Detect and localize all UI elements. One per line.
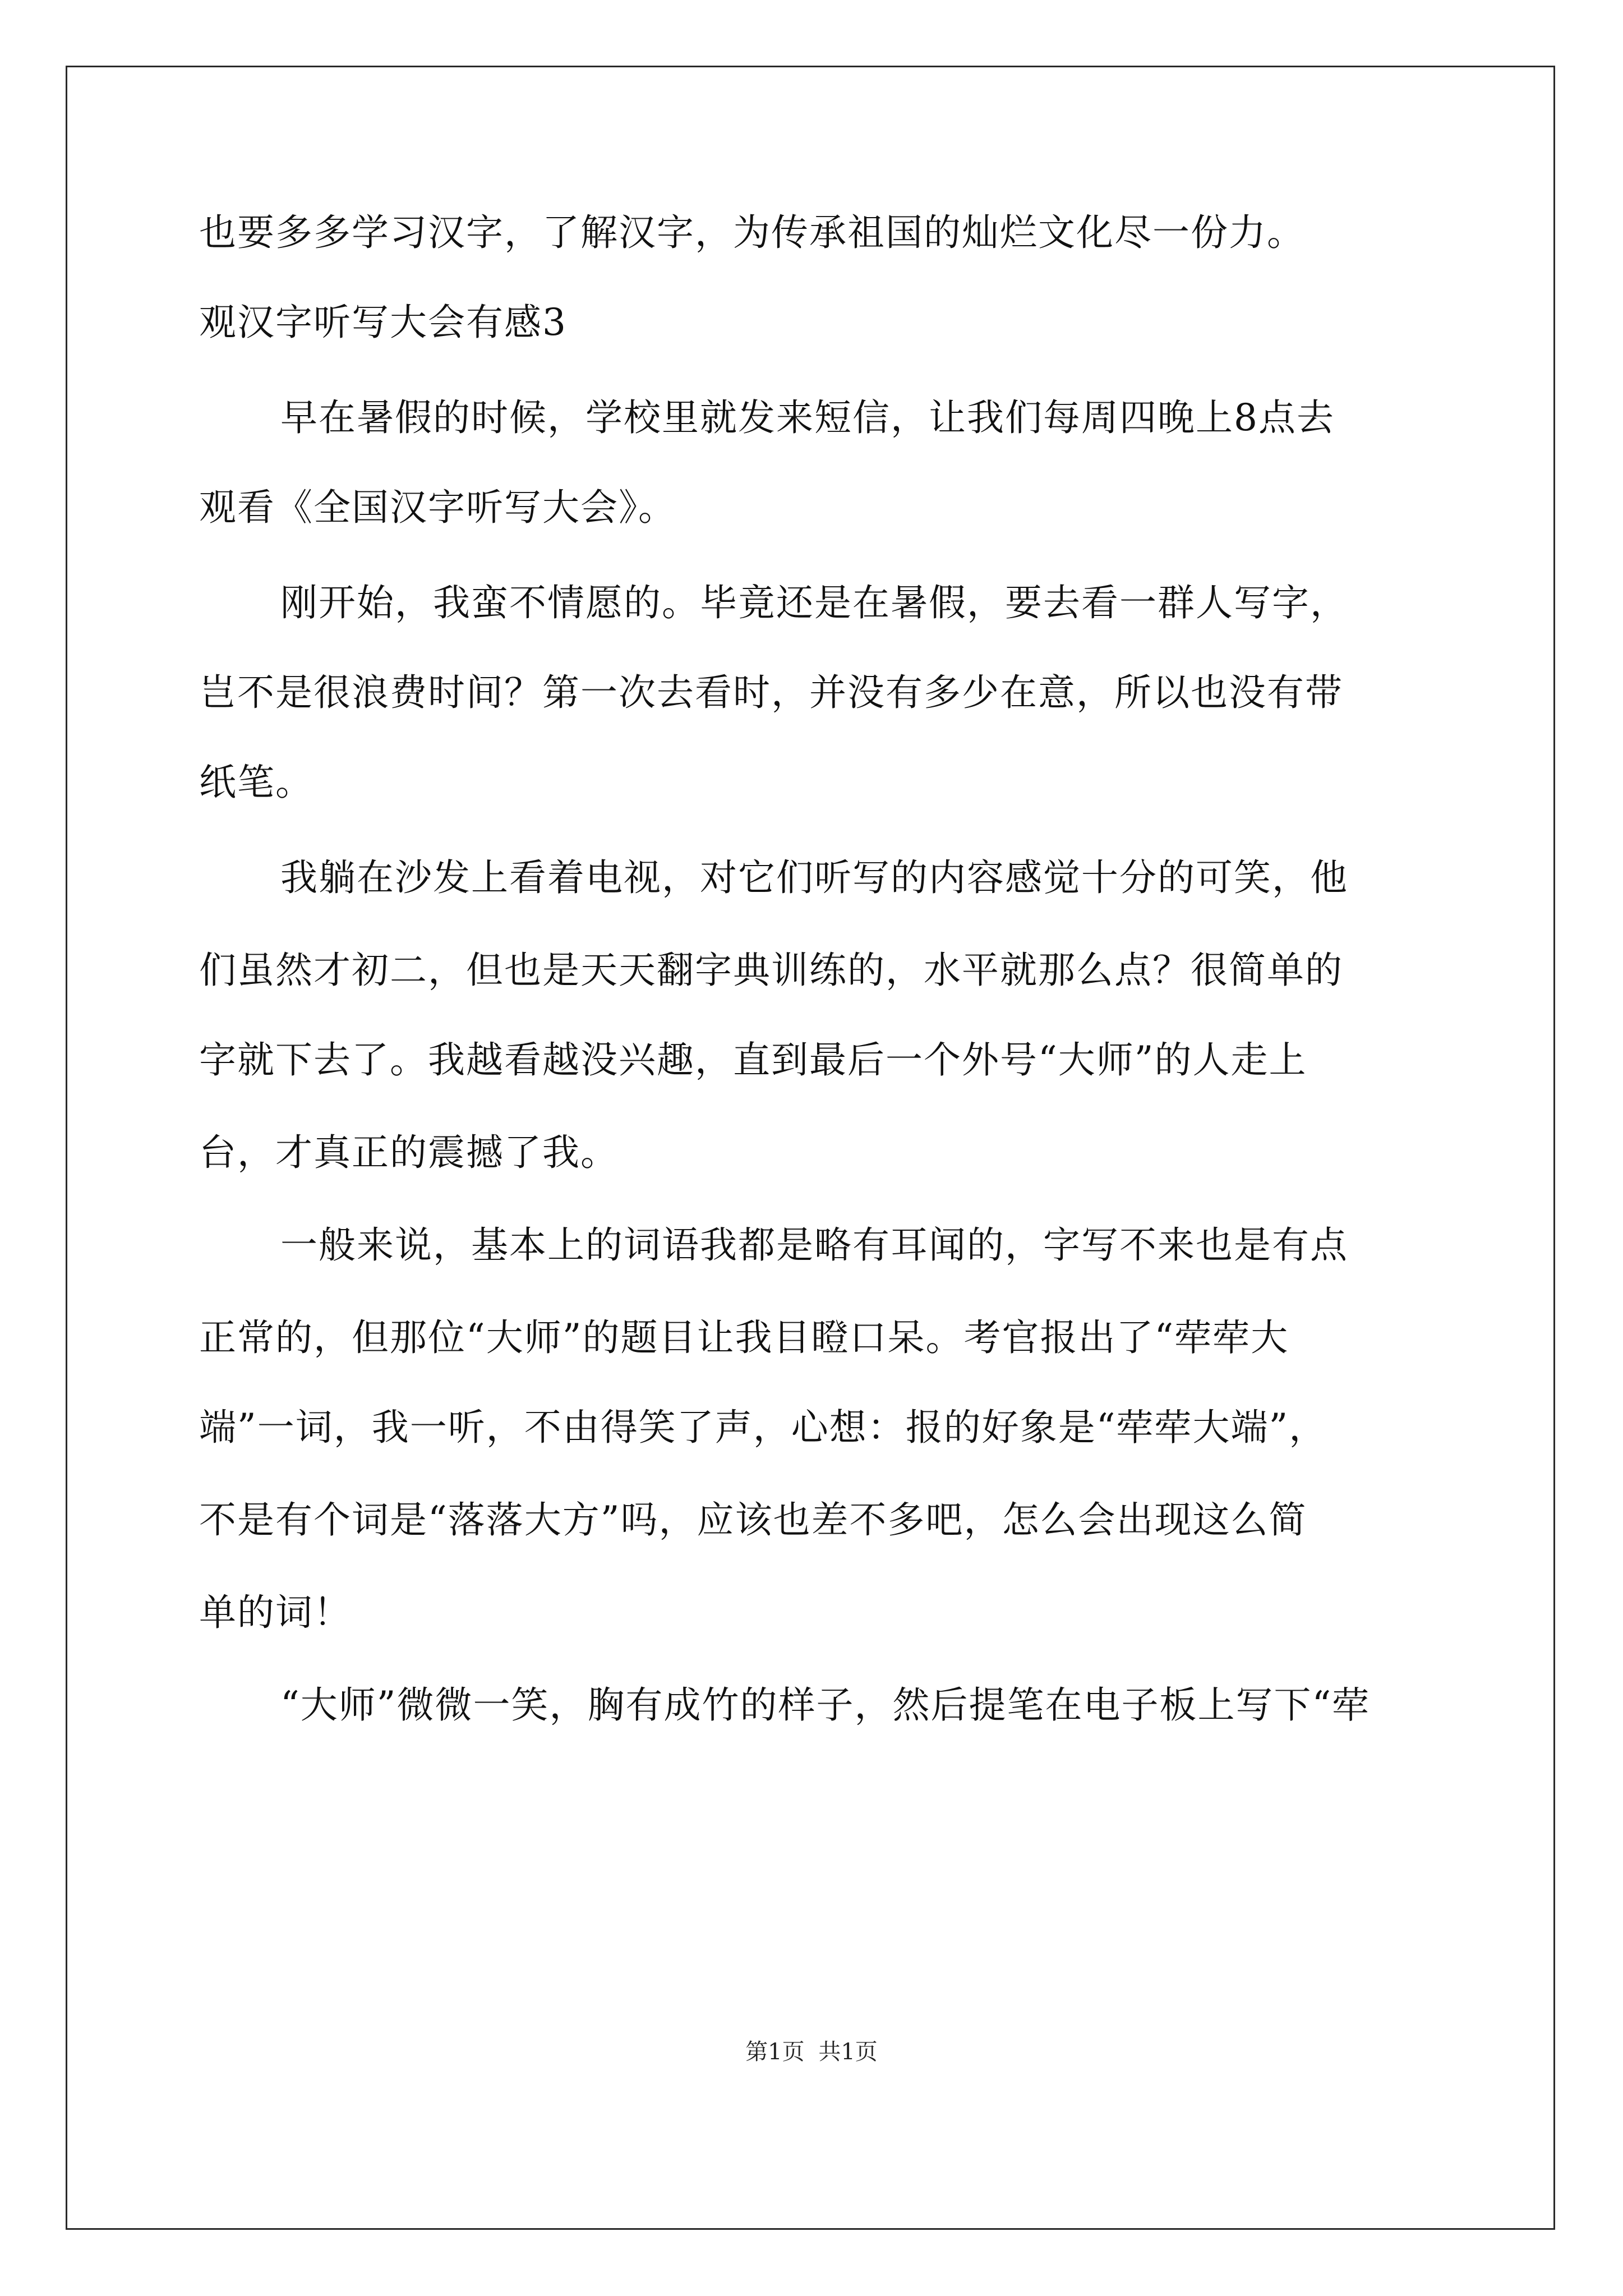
text-line: 一般来说，基本上的词语我都是略有耳闻的，字写不来也是有点 <box>280 1223 1348 1267</box>
text-line: 岂不是很浪费时间？第一次去看时，并没有多少在意，所以也没有带 <box>199 671 1343 714</box>
text-line: 刚开始，我蛮不情愿的。毕竟还是在暑假，要去看一群人写字， <box>280 581 1348 624</box>
text-line: 我躺在沙发上看着电视，对它们听写的内容感觉十分的可笑，他 <box>280 856 1348 899</box>
text-line: 台，才真正的震撼了我。 <box>199 1131 619 1174</box>
text-line: 不是有个词是“落落大方”吗，应该也差不多吧，怎么会出现这么简 <box>199 1498 1307 1542</box>
page-footer <box>0 2035 1623 2069</box>
text-line: 单的词！ <box>199 1591 352 1634</box>
text-line: “大师”微微一笑，胸有成竹的样子，然后提笔在电子板上写下“荦 <box>280 1683 1371 1727</box>
page-total: 共1页 <box>818 2039 878 2065</box>
text-line: 端”一词，我一听，不由得笑了声，心想：报的好象是“荦荦大端”， <box>199 1406 1327 1449</box>
text-line: 正常的，但那位“大师”的题目让我目瞪口呆。考官报出了“荦荦大 <box>199 1316 1289 1359</box>
text-line: 们虽然才初二，但也是天天翻字典训练的，水平就那么点？很简单的 <box>199 949 1343 992</box>
text-line: 纸笔。 <box>199 761 313 804</box>
section-heading: 观汉字听写大会有感3 <box>199 301 567 344</box>
page-number: 第1页 <box>745 2039 805 2065</box>
text-line: 早在暑假的时候，学校里就发来短信，让我们每周四晚上8点去 <box>280 396 1335 439</box>
text-line: 观看《全国汉字听写大会》。 <box>199 486 676 529</box>
text-line: 也要多多学习汉字，了解汉字，为传承祖国的灿烂文化尽一份力。 <box>199 211 1305 254</box>
text-line: 字就下去了。我越看越没兴趣，直到最后一个外号“大师”的人走上 <box>199 1038 1307 1082</box>
